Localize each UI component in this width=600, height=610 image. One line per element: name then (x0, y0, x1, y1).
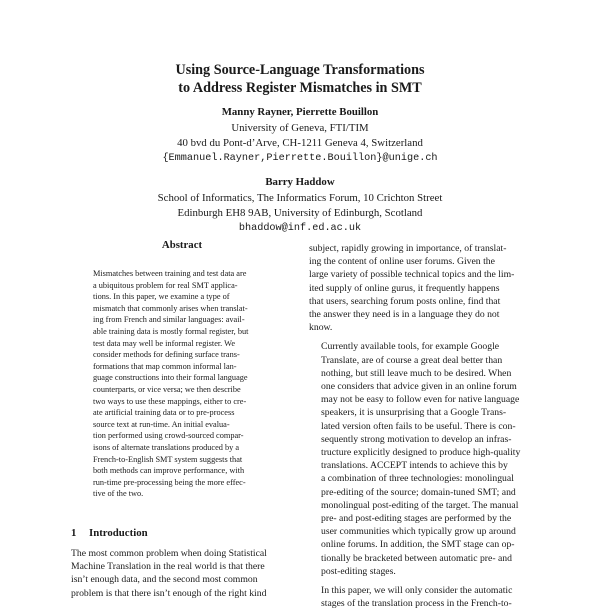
abstract-line: ing from French and similar languages: avail- (93, 315, 245, 325)
intro-line: The most common problem when doing Statistical (71, 548, 267, 559)
abstract-line: isons of alternate translations produced by a (93, 442, 240, 452)
body-line: the answer they need is in a language they do not (309, 309, 500, 321)
paper-title-line-2: to Address Register Mismatches in SMT (178, 80, 422, 96)
body-line: subject, rapidly growing in importance, of translat- (309, 243, 507, 254)
affiliation-edinburgh-line-1: School of Informatics, The Informatics Forum, 10 Crichton Street (157, 192, 443, 204)
abstract-line: source text at run-time. An initial evalua- (93, 419, 230, 429)
abstract-line: consider methods for defining surface trans- (93, 350, 240, 360)
body-line: tructure explicitly designed to produce high-quality (321, 447, 521, 459)
abstract-line: ate artificial training data or to pre-process (93, 408, 235, 418)
abstract-line: tive of the two. (93, 489, 144, 499)
email-edinburgh: bhaddow@inf.ed.ac.uk (238, 223, 362, 234)
body-line: that users, searching forum posts online, find that (309, 295, 501, 307)
body-line: Translate, are of course a great deal better than (321, 354, 503, 366)
section-title: Introduction (89, 527, 148, 539)
section-number: 1 (71, 527, 77, 539)
abstract-line: able training data is mostly formal register, but (93, 326, 249, 336)
abstract-line: test data may well be informal register. We (93, 338, 236, 348)
body-line: ited supply of online gurus, it frequently happens (309, 282, 500, 294)
abstract-line: Mismatches between training and test data are (93, 269, 247, 278)
abstract-heading: Abstract (161, 239, 203, 251)
body-line: translations. ACCEPT intends to achieve this by (321, 460, 508, 472)
paragraph-this-paper (309, 584, 530, 610)
body-line: user communities which typically grow up around (321, 526, 516, 538)
body-line: may not be easy to follow even for native language (321, 394, 520, 406)
intro-line: problem is that there isn’t enough of the right kind (71, 587, 267, 599)
body-line: nothing, but still leave much to be desired. When (321, 367, 512, 379)
abstract-line: counterparts, or vice versa; we then describe (93, 384, 241, 394)
paragraph-forums (309, 242, 530, 334)
body-line: a combination of three technologies: monolingual (321, 473, 514, 485)
body-line: monolingual post-editing of the target. The manual (321, 499, 519, 511)
abstract-line: tions. In this paper, we examine a type of (93, 292, 230, 302)
abstract-line: run-time pre-processing being the more effec- (93, 477, 246, 487)
body-line: pre- and post-editing stages are performed by the (321, 513, 512, 525)
body-line: stages of the translation process in the French-to- (321, 598, 512, 610)
affiliation-geneva-line-1: University of Geneva, FTI/TIM (231, 122, 369, 134)
abstract-line: both methods can improve performance, with (93, 466, 245, 476)
email-geneva: {Emmanuel.Rayner,Pierrette.Bouillon}@unige.ch (162, 153, 438, 164)
abstract-line: French-to-English SMT system suggests that (93, 454, 243, 464)
body-line: know. (309, 322, 333, 334)
body-line: online forums. In addition, the SMT stage can op- (321, 539, 515, 551)
affiliation-geneva-line-2: 40 bvd du Pont-d’Arve, CH-1211 Geneva 4, Switzerland (177, 137, 423, 149)
body-line: lated version often fails to be useful. There is con- (321, 420, 516, 432)
body-line: ing the content of online user forums. Given the (309, 256, 495, 268)
introduction-body (71, 547, 293, 600)
body-line: post-editing stages. (321, 565, 396, 577)
body-line: speakers, it is unsurprising that a Google Trans- (321, 407, 507, 419)
affiliation-edinburgh-line-2: Edinburgh EH8 9AB, University of Edinburgh, Scotland (177, 207, 423, 219)
section-heading-introduction (71, 527, 148, 539)
body-line: one considers that advice given in an online forum (321, 381, 517, 393)
abstract-line: tion performed using crowd-sourced compar- (93, 431, 244, 441)
body-line: tionally be bracketed between automatic pre- and (321, 552, 512, 564)
abstract-line: guage constructions into their formal language (93, 373, 248, 383)
body-line: sequently strong motivation to develop an infras- (321, 433, 512, 445)
right-column-body (309, 242, 530, 610)
abstract-body (93, 268, 273, 500)
intro-line: Machine Translation in the real world is that there (71, 561, 265, 573)
abstract-line: a ubiquitous problem for real SMT applica- (93, 280, 238, 290)
abstract-line: mismatch that commonly arises when translat- (93, 303, 248, 313)
authors-edinburgh: Barry Haddow (265, 176, 335, 188)
body-line: large variety of possible technical topics and the lim- (309, 269, 515, 281)
abstract-line: two ways to use these mappings, either to cre- (93, 396, 247, 406)
authors-geneva: Manny Rayner, Pierrette Bouillon (221, 106, 379, 118)
body-line: Currently available tools, for example Google (321, 341, 500, 353)
body-line: pre-editing of the source; domain-tuned SMT; and (321, 486, 516, 498)
body-line: In this paper, we will only consider the automatic (321, 585, 513, 597)
intro-line: isn’t enough data, and the second most common (71, 574, 258, 586)
paper-title-line-1: Using Source-Language Transformations (175, 62, 425, 78)
abstract-line: formations that map common informal lan- (93, 361, 237, 371)
paragraph-tools (309, 340, 530, 578)
